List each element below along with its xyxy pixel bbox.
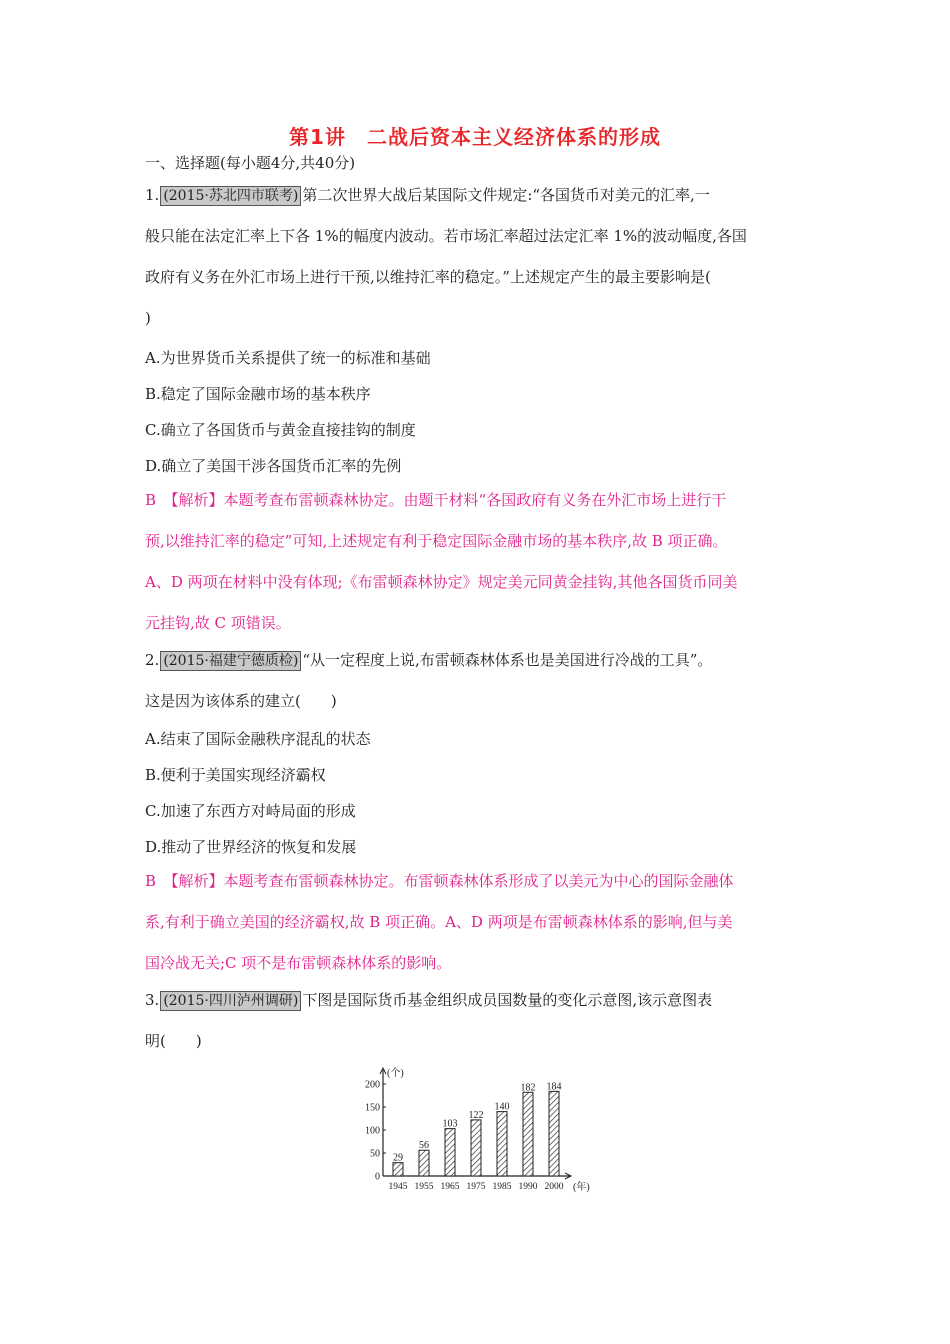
imf-members-bar-chart — [355, 1062, 595, 1202]
question-line: 这是因为该体系的建立( ) — [145, 692, 337, 710]
question-source-tag: (2015·四川泸州调研) — [160, 991, 301, 1011]
question-source-tag: (2015·苏北四市联考) — [160, 186, 301, 206]
bar-1945 — [393, 1163, 403, 1176]
answer-explanation-2 — [145, 861, 805, 984]
option-b: B.稳定了国际金融市场的基本秩序 — [145, 385, 371, 403]
y-tick-label: 50 — [370, 1148, 380, 1160]
y-tick-label: 150 — [365, 1102, 380, 1114]
answer-line: 预,以维持汇率的稳定”可知,上述规定有利于稳定国际金融市场的基本秩序,故 B 项正确。 — [145, 532, 728, 550]
bar-value-label: 184 — [546, 1081, 562, 1093]
question-2-stem — [145, 640, 805, 722]
bar-2000 — [549, 1091, 559, 1176]
question-line: 第二次世界大战后某国际文件规定:“各国货币对美元的汇率,一 — [302, 186, 710, 204]
x-tick-label: 1985 — [492, 1182, 512, 1192]
bar-1985 — [497, 1112, 507, 1176]
bar-value-label: 122 — [468, 1109, 484, 1121]
bar-value-label: 103 — [442, 1118, 458, 1130]
question-line: 般只能在法定汇率上下各 1%的幅度内波动。若市场汇率超过法定汇率 1%的波动幅度,各国 — [145, 227, 747, 245]
y-axis-label: (个) — [387, 1068, 404, 1079]
option-c: C.确立了各国货币与黄金直接挂钩的制度 — [145, 421, 416, 439]
option-d: D.确立了美国干涉各国货币汇率的先例 — [145, 457, 402, 475]
bar-1990 — [523, 1092, 533, 1176]
answer-line: 系,有利于确立美国的经济霸权,故 B 项正确。A、D 两项是布雷顿森林体系的影响,但与美 — [145, 913, 733, 931]
x-tick-label: 2000 — [544, 1182, 564, 1192]
answer-explanation-1 — [145, 480, 805, 644]
answer-line: 国冷战无关;C 项不是布雷顿森林体系的影响。 — [145, 954, 452, 972]
question-line: “从一定程度上说,布雷顿森林体系也是美国进行冷战的工具”。 — [302, 651, 713, 669]
question-line: 明( ) — [145, 1032, 202, 1050]
x-tick-label: 1955 — [414, 1182, 434, 1192]
x-tick-label: 1975 — [466, 1182, 486, 1192]
x-tick-label: 1965 — [440, 1182, 460, 1192]
answer-line: B 【解析】本题考查布雷顿森林协定。布雷顿森林体系形成了以美元为中心的国际金融体 — [145, 872, 734, 890]
option-b: B.便利于美国实现经济霸权 — [145, 766, 326, 784]
x-tick-label: 1945 — [388, 1182, 408, 1192]
answer-line: B 【解析】本题考查布雷顿森林协定。由题干材料“各国政府有义务在外汇市场上进行干 — [145, 491, 727, 509]
bar-value-label: 29 — [393, 1152, 403, 1164]
x-axis-label: (年) — [573, 1182, 590, 1193]
bar-1975 — [471, 1120, 481, 1176]
bar-value-label: 182 — [520, 1082, 536, 1094]
bar-value-label: 140 — [494, 1101, 510, 1113]
bar-1965 — [445, 1129, 455, 1176]
x-tick-label: 1990 — [518, 1182, 538, 1192]
section-heading: 一、选择题(每小题4分,共40分) — [145, 154, 356, 172]
question-number: 1. — [145, 186, 160, 204]
y-tick-label: 200 — [365, 1079, 380, 1091]
option-c: C.加速了东西方对峙局面的形成 — [145, 802, 356, 820]
question-number: 3. — [145, 991, 160, 1009]
question-1-stem — [145, 175, 805, 339]
option-d: D.推动了世界经济的恢复和发展 — [145, 838, 357, 856]
answer-line: A、D 两项在材料中没有体现;《布雷顿森林协定》规定美元同黄金挂钩,其他各国货币同美 — [145, 573, 738, 591]
question-line: 政府有义务在外汇市场上进行干预,以维持汇率的稳定。”上述规定产生的最主要影响是( — [145, 268, 711, 286]
question-source-tag: (2015·福建宁德质检) — [160, 651, 301, 671]
y-tick-label: 0 — [375, 1171, 380, 1183]
question-number: 2. — [145, 651, 160, 669]
option-a: A.结束了国际金融秩序混乱的状态 — [145, 730, 371, 748]
bar-value-label: 56 — [419, 1140, 429, 1152]
option-a: A.为世界货币关系提供了统一的标准和基础 — [145, 349, 431, 367]
y-tick-label: 100 — [365, 1125, 380, 1137]
lesson-title: 第1讲 二战后资本主义经济体系的形成 — [289, 125, 661, 149]
question-3-stem — [145, 980, 805, 1062]
question-line: ) — [145, 309, 151, 327]
question-line: 下图是国际货币基金组织成员国数量的变化示意图,该示意图表 — [302, 991, 713, 1009]
bar-1955 — [419, 1150, 429, 1176]
answer-line: 元挂钩,故 C 项错误。 — [145, 614, 291, 632]
